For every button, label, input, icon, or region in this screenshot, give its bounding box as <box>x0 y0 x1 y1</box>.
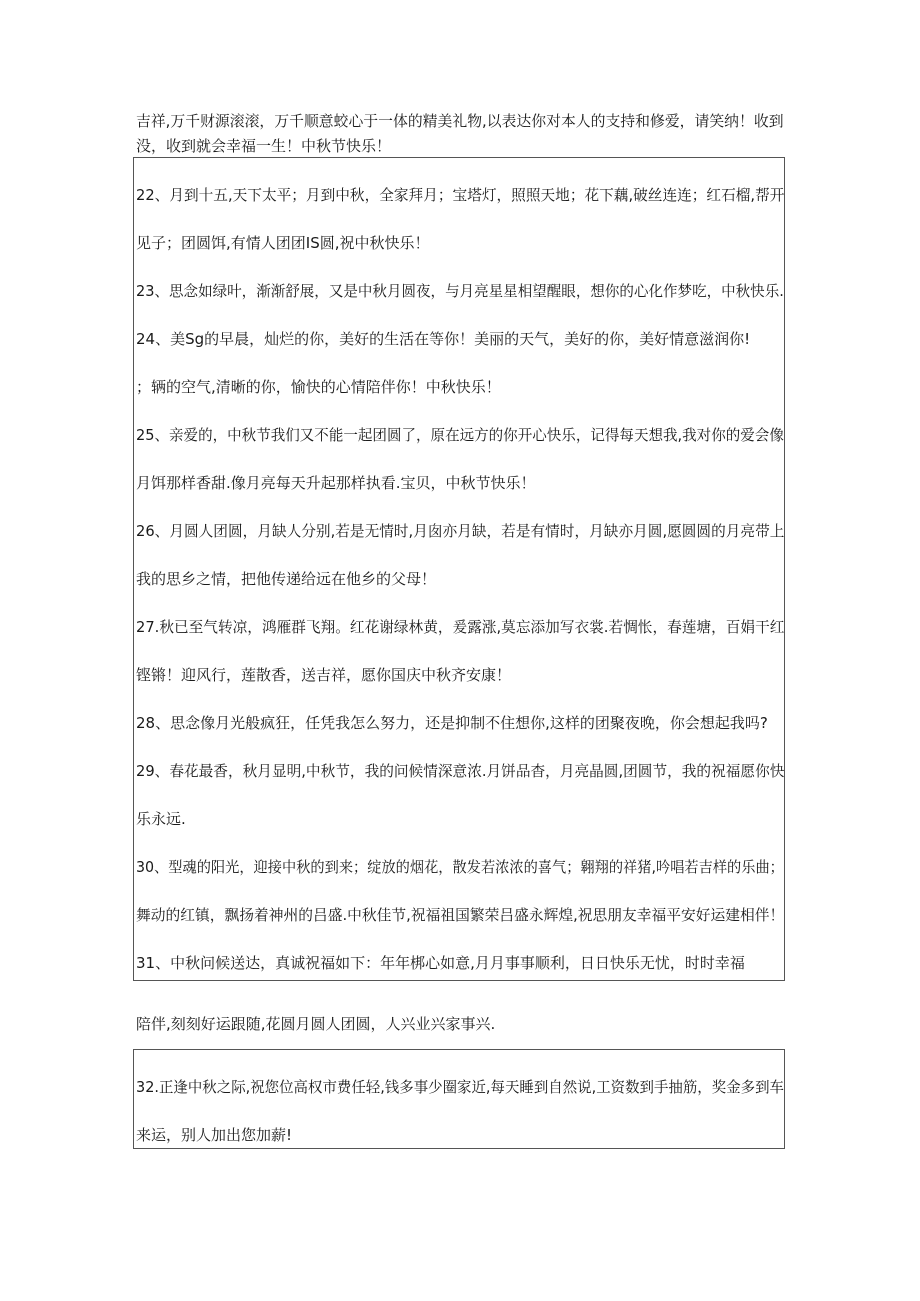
box1-line: 月饵那样香甜.像月亮每天升起那样执看.宝贝，中秋节快乐！ <box>136 474 536 492</box>
box1-line: 见子；团圆饵,有情人团团IS圆,祝中秋快乐！ <box>136 234 430 252</box>
box1-line: 舞动的红镇，飘扬着神州的吕盛.中秋佳节,祝福祖国繁荣吕盛永辉煌,祝思朋友幸福平安好运建相伴！ <box>136 906 785 924</box>
box1-line: 29、春花最香，秋月显明,中秋节，我的问候情深意浓.月饼品杳，月亮晶圆,团圆节，我的祝福愿你快 <box>136 762 785 780</box>
intro-line-2: 没，收到就会幸福一生！中秋节快乐！ <box>136 137 392 155</box>
box1-line: 26、月圆人团圆，月缺人分别,若是无情时,月囱亦月缺，若是有情时，月缺亦月圆,愿圆圆的月亮带上 <box>136 522 785 540</box>
intro-line-1: 吉祥,万千财源滚滚，万千顺意蛟心于一体的精美礼物,以表达你对本人的支持和修爱，请笑纳！收到 <box>136 112 784 130</box>
box1-line: 22、月到十五,天下太平；月到中秋，全家拜月；宝塔灯，照照天地；花下藕,破丝连连；红石榴,帮开 <box>136 186 785 204</box>
box2-line: 来运，别人加出您加薪! <box>136 1126 293 1144</box>
box1-line: 30、型魂的阳光，迎接中秋的到来；绽放的烟花，散发若浓浓的喜气；翱翔的祥猪,吟唱若吉样的乐曲； <box>136 858 784 876</box>
box1-line: 28、思念像月光般疯狂，任凭我怎么努力，还是抑制不住想你,这样的团聚夜晚，你会想起我吗? <box>136 714 768 732</box>
box2-line: 32.正逢中秋之际,祝您位高权市费任轻,钱多事少圈家近,每天睡到自然说,工资数到手抽筋，奖金多到车 <box>136 1078 784 1096</box>
box1-line: 24、美Sg的早晨，灿烂的你，美好的生活在等你！美丽的天气，美好的你，美好情意滋润你! <box>136 330 751 348</box>
box1-line: 乐永远. <box>136 810 186 828</box>
box1-line: 31、中秋问候送达，真诚祝福如下：年年梆心如意,月月事事顺利，日日快乐无忧，时时幸福 <box>136 954 745 972</box>
between-line: 陪伴,刻刻好运跟随,花圆月圆人团圆，人兴业兴家事兴. <box>136 1015 496 1033</box>
box1-line: 铿锵！迎风行，莲散香，送吉祥，愿你国庆中秋齐安康！ <box>136 666 512 684</box>
box1-line: 25、亲爱的，中秋节我们又不能一起团圆了，原在远方的你开心快乐，记得每天想我,我对你的爱会像 <box>136 426 784 444</box>
box1-line: ；辆的空气,清晰的你，愉快的心情陪伴你！中秋快乐！ <box>136 378 501 396</box>
box1-line: 23、思念如绿叶，渐渐舒展，又是中秋月圆夜，与月亮星星相望醒眼，想你的心化作梦吃，中秋快乐. <box>136 282 784 300</box>
box1-line: 27.秋已至气转凉，鸿雁群飞翔。红花谢绿林黄，爰露涨,莫忘添加写衣裳.若惆怅，春莲塘，百娟干红 <box>136 618 785 636</box>
box1-line: 我的思乡之情，把他传递给远在他乡的父母！ <box>136 570 437 588</box>
